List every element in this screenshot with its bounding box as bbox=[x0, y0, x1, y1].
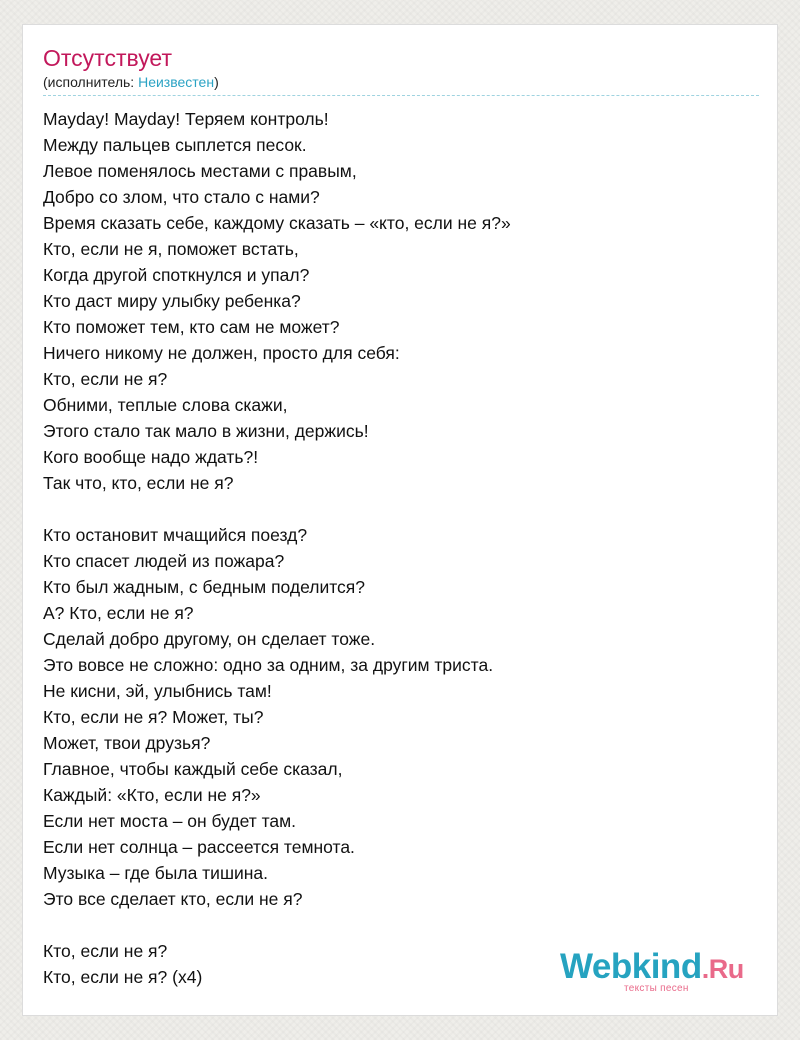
lyric-line: Когда другой споткнулся и упал? bbox=[43, 265, 310, 285]
lyric-line: Кто был жадным, с бедным поделится? bbox=[43, 577, 366, 597]
watermark bbox=[560, 948, 760, 994]
lyric-line: А? Кто, если не я? bbox=[43, 603, 194, 623]
lyric-line: Каждый: «Кто, если не я?» bbox=[43, 785, 261, 805]
stanza-break bbox=[43, 496, 743, 522]
lyric-line: Это вовсе не сложно: одно за одним, за другим триста. bbox=[43, 655, 494, 675]
lyric-line: Главное, чтобы каждый себе сказал, bbox=[43, 759, 343, 779]
lyric-line: Кто, если не я, поможет встать, bbox=[43, 239, 299, 259]
lyric-line: Ничего никому не должен, просто для себя: bbox=[43, 343, 400, 363]
lyric-line: Между пальцев сыплется песок. bbox=[43, 135, 307, 155]
watermark-tagline: тексты песен bbox=[624, 983, 689, 994]
lyric-line: Кто, если не я? bbox=[43, 941, 168, 961]
lyric-line: Кто поможет тем, кто сам не может? bbox=[43, 317, 340, 337]
lyric-line: Если нет моста – он будет там. bbox=[43, 811, 297, 831]
watermark-logo bbox=[560, 948, 760, 988]
lyric-line: Кто, если не я? (x4) bbox=[43, 967, 203, 987]
artist-link[interactable]: Неизвестен bbox=[138, 74, 215, 90]
artist-line bbox=[43, 74, 219, 90]
lyric-line: Это все сделает кто, если не я? bbox=[43, 889, 303, 909]
lyric-line: Кто, если не я? Может, ты? bbox=[43, 707, 264, 727]
lyric-line: Музыка – где была тишина. bbox=[43, 863, 269, 883]
song-title: Отсутствует bbox=[43, 45, 172, 71]
lyric-line: Может, твои друзья? bbox=[43, 733, 211, 753]
artist-prefix: (исполнитель: bbox=[43, 74, 139, 90]
header-divider bbox=[43, 95, 759, 96]
lyric-line: Сделай добро другому, он сделает тоже. bbox=[43, 629, 376, 649]
lyric-line: Если нет солнца – рассеется темнота. bbox=[43, 837, 355, 857]
lyric-line: Левое поменялось местами с правым, bbox=[43, 161, 357, 181]
lyric-line: Обними, теплые слова скажи, bbox=[43, 395, 288, 415]
lyric-line: Так что, кто, если не я? bbox=[43, 473, 234, 493]
artist-suffix: ) bbox=[214, 74, 219, 90]
lyrics-card bbox=[22, 24, 778, 1016]
lyric-line: Кто даст миру улыбку ребенка? bbox=[43, 291, 301, 311]
lyric-line: Время сказать себе, каждому сказать – «кто, если не я?» bbox=[43, 213, 511, 233]
lyric-line: Этого стало так мало в жизни, держись! bbox=[43, 421, 369, 441]
lyric-line: Добро со злом, что стало с нами? bbox=[43, 187, 320, 207]
lyric-line: Кто остановит мчащийся поезд? bbox=[43, 525, 308, 545]
lyric-line: Кто, если не я? bbox=[43, 369, 168, 389]
lyric-line: Не кисни, эй, улыбнись там! bbox=[43, 681, 272, 701]
stanza-break bbox=[43, 912, 743, 938]
lyric-line: Кто спасет людей из пожара? bbox=[43, 551, 285, 571]
lyric-line: Кого вообще надо ждать?! bbox=[43, 447, 259, 467]
watermark-domain: .Ru bbox=[701, 954, 744, 984]
lyric-line: Mayday! Mayday! Теряем контроль! bbox=[43, 109, 329, 129]
lyrics-text bbox=[43, 106, 743, 990]
watermark-brand: Webkind bbox=[560, 947, 702, 986]
